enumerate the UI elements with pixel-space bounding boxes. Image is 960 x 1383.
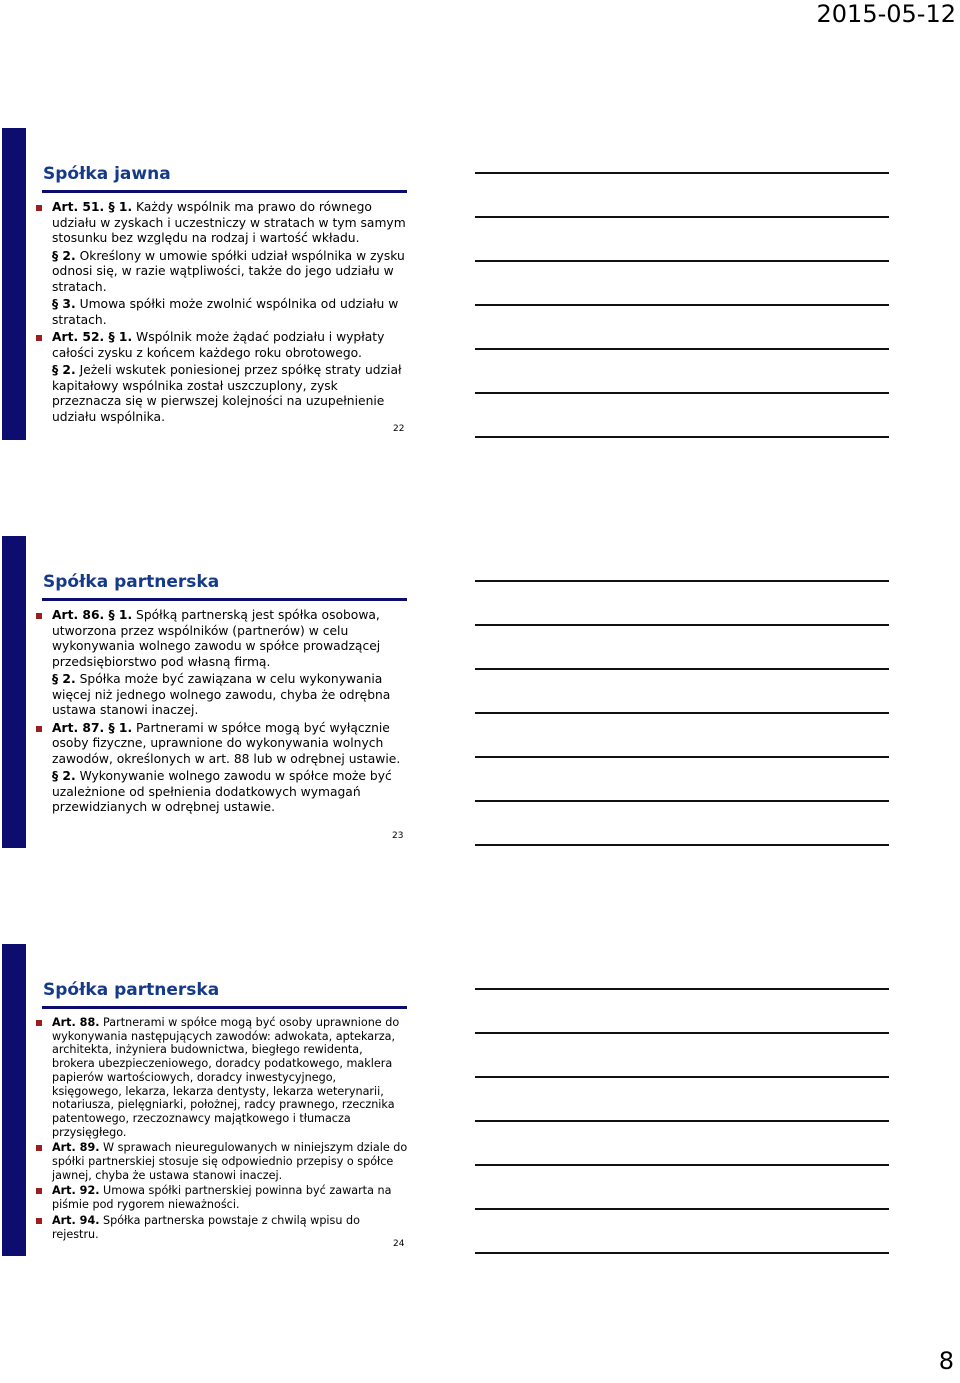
note-line (475, 392, 889, 394)
slide-title: Spółka jawna (43, 164, 171, 184)
slide-22 (0, 128, 420, 440)
slide-number: 22 (393, 424, 405, 434)
article-ref: § 2. (52, 363, 76, 377)
list-item (36, 249, 408, 296)
list-item (36, 672, 408, 719)
article-text: Spółka partnerska powstaje z chwilą wpisu do rejestru. (52, 1213, 360, 1241)
article-text: W sprawach nieuregulowanych w niniejszym dziale do spółki partnerskiej stosuje się odpowiednio przepisy o spółce jawnej, chyba że ustawa stanowi inaczej. (52, 1141, 408, 1182)
slide-number: 23 (392, 831, 404, 841)
slide-title: Spółka partnerska (43, 980, 220, 1000)
article-ref: § 2. (52, 672, 76, 686)
article-text: Umowa spółki może zwolnić wspólnika od udziału w stratach. (52, 297, 399, 327)
article-ref: § 2. (52, 248, 76, 263)
list-item (36, 330, 408, 361)
article-text: Wykonywanie wolnego zawodu w spółce może być uzależnione od spełnienia dodatkowych wymagań przewidzianych w odrębnej ustawie. (52, 769, 392, 814)
note-line (475, 1252, 889, 1254)
list-item (36, 608, 408, 670)
title-underline (42, 190, 407, 193)
list-item (36, 363, 408, 425)
article-text: Umowa spółki partnerskiej powinna być zawarta na piśmie pod rygorem nieważności. (52, 1184, 392, 1212)
slide-accent-bar (2, 536, 26, 848)
list-item (36, 721, 408, 768)
note-line (475, 800, 889, 802)
list-item (36, 1016, 408, 1139)
note-line (475, 216, 889, 218)
square-bullet-icon (36, 335, 42, 341)
title-underline (42, 1006, 407, 1009)
note-line (475, 844, 889, 846)
note-line (475, 260, 889, 262)
note-line (475, 624, 889, 626)
square-bullet-icon (36, 726, 42, 732)
page-number: 8 (938, 1347, 954, 1375)
note-line (475, 712, 889, 714)
list-item (36, 769, 408, 816)
slide-23 (0, 536, 420, 848)
list-item (36, 1214, 408, 1241)
list-item (36, 1184, 408, 1211)
article-ref: Art. 88. (52, 1016, 100, 1029)
square-bullet-icon (36, 205, 42, 211)
note-line (475, 304, 889, 306)
square-bullet-icon (36, 613, 42, 619)
square-bullet-icon (36, 1218, 42, 1224)
note-line (475, 172, 889, 174)
document-date: 2015-05-12 (816, 0, 956, 28)
slide-number: 24 (393, 1239, 405, 1249)
list-item (36, 297, 408, 328)
article-ref: § 2. (52, 769, 76, 783)
article-text: Spółka może być zawiązana w celu wykonywania więcej niż jednego wolnego zawodu, chyba że odrębna ustawa stanowi inaczej. (52, 672, 391, 717)
note-line (475, 1208, 889, 1210)
article-text: Partnerami w spółce mogą być osoby uprawnione do wykonywania następujących zawodów: adwokata, aptekarza, architekta, inżyniera budownictwa, biegłego rewidenta, brokera ubezpieczeniowego, doradcy podatkowego, maklera papierów wartościowych, doradcy inwestycyjnego, księgowego, lekarza, lekarza dentysty, lekarza weterynarii, notariusza, pielęgniarki, położnej, radcy prawnego, rzecznika patentowego, rzeczoznawcy majątkowego i tłumacza przysięgłego. (52, 1016, 400, 1139)
article-text: Każdy wspólnik ma prawo do równego udziału w zyskach i uczestniczy w stratach w tym samym stosunku bez względu na rodzaj i wartość wkładu. (52, 200, 406, 245)
slide-content (36, 200, 408, 425)
article-ref: Art. 52. § 1. (52, 330, 133, 344)
note-line (475, 348, 889, 350)
slide-title: Spółka partnerska (43, 572, 220, 592)
article-text: Określony w umowie spółki udział wspólnika w zysku odnosi się, w razie wątpliwości, także do jego udziału w stratach. (52, 248, 405, 294)
title-underline (42, 598, 407, 601)
square-bullet-icon (36, 1188, 42, 1194)
article-text: Wspólnik może żądać podziału i wypłaty całości zysku z końcem każdego roku obrotowego. (52, 330, 385, 360)
article-ref: Art. 89. (52, 1141, 100, 1155)
note-line (475, 668, 889, 670)
article-text: Partnerami w spółce mogą być wyłącznie osoby fizyczne, uprawnione do wykonywania wolnych zawodów, określonych w art. 88 lub w odrębnej ustawie. (52, 720, 401, 766)
note-line (475, 1120, 889, 1122)
square-bullet-icon (36, 1020, 42, 1026)
slide-content (36, 608, 408, 816)
article-text: Spółką partnerską jest spółka osobowa, utworzona przez wspólników (partnerów) w celu wykonywania wolnego zawodu w spółce prowadzącej przedsiębiorstwo pod własną firmą. (52, 608, 381, 669)
note-line (475, 988, 889, 990)
slide-accent-bar (2, 128, 26, 440)
note-line (475, 580, 889, 582)
note-line (475, 1032, 889, 1034)
article-ref: Art. 51. § 1. (52, 200, 133, 214)
slide-content (36, 1016, 408, 1241)
note-line (475, 436, 889, 438)
slide-accent-bar (2, 944, 26, 1256)
square-bullet-icon (36, 1145, 42, 1151)
article-text: Jeżeli wskutek poniesionej przez spółkę straty udział kapitałowy wspólnika został uszczuplony, zysk przeznacza się w pierwszej kolejności na uzupełnienie udziału wspólnika. (52, 363, 402, 424)
article-ref: Art. 92. (52, 1184, 100, 1198)
list-item (36, 200, 408, 247)
note-line (475, 1076, 889, 1078)
list-item (36, 1141, 408, 1182)
note-line (475, 756, 889, 758)
note-line (475, 1164, 889, 1166)
article-ref: Art. 86. § 1. (52, 608, 133, 622)
article-ref: Art. 87. § 1. (52, 720, 133, 735)
article-ref: § 3. (52, 297, 76, 311)
article-ref: Art. 94. (52, 1213, 100, 1227)
slide-24 (0, 944, 420, 1256)
